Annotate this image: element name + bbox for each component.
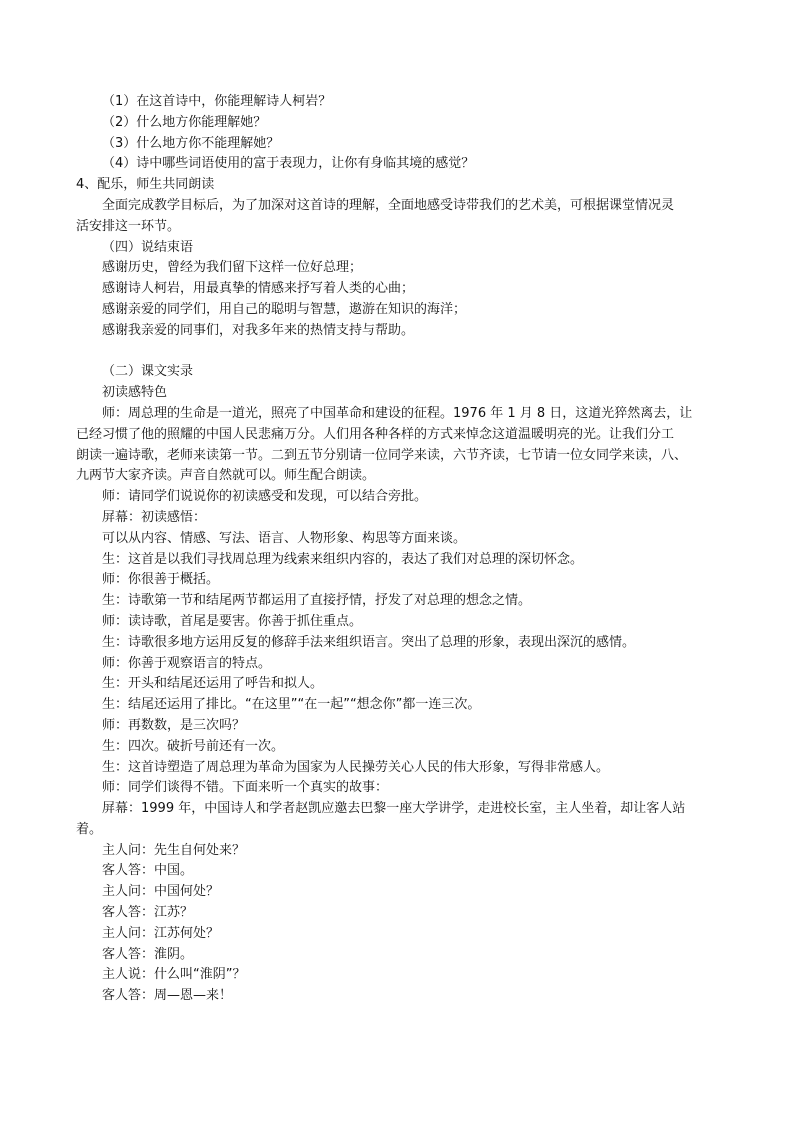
paragraph-line: 屏幕：1999 年，中国诗人和学者赵凯应邀去巴黎一座大学讲学，走进校长室，主人坐着，却让客人站 (102, 801, 686, 817)
dialogue-line: 生：这首是以我们寻找周总理为线索来组织内容的，表达了我们对总理的深切怀念。 (102, 551, 584, 567)
section-heading: （四）说结束语 (102, 239, 194, 255)
question-3: （3）什么地方你不能理解她？ (102, 135, 280, 151)
story-line: 客人答：淮阴。 (102, 946, 194, 962)
story-line: 主人问：先生自何处来？ (102, 842, 246, 858)
paragraph-line: 朗读一遍诗歌，老师来读第一节。二到五节分别请一位同学来读，六节齐读，七节请一位女同学来读，八、 (76, 447, 688, 463)
paragraph-line: 着。 (76, 821, 103, 837)
story-line: 主人问：江苏何处？ (102, 925, 220, 941)
dialogue-line: 生：诗歌第一节和结尾两节都运用了直接抒情，抒发了对总理的想念之情。 (102, 593, 532, 609)
closing-line: 感谢我亲爱的同事们，对我多年来的热情支持与帮助。 (102, 322, 415, 338)
dialogue-line: 师：你善于观察语言的特点。 (102, 655, 272, 671)
paragraph-line: 已经习惯了他的照耀的中国人民悲痛万分。人们用各种各样的方式来悼念这道温暖明亮的光。让我们分工 (76, 426, 675, 442)
dialogue-line: 屏幕：初读感悟： (102, 509, 207, 525)
closing-line: 感谢诗人柯岩，用最真挚的情感来抒写着人类的心曲； (102, 281, 415, 297)
dialogue-line: 可以从内容、情感、写法、语言、人物形象、构思等方面来谈。 (102, 530, 467, 546)
section-heading: （二）课文实录 (102, 364, 194, 380)
story-line: 客人答：中国。 (102, 863, 194, 879)
step-heading: 4、配乐，师生共同朗读 (76, 177, 215, 193)
dialogue-line: 生：开头和结尾还运用了呼告和拟人。 (102, 676, 324, 692)
closing-line: 感谢亲爱的同学们，用自己的聪明与智慧，遨游在知识的海洋； (102, 301, 467, 317)
dialogue-line: 师：再数数，是三次吗？ (102, 717, 246, 733)
dialogue-line: 师：你很善于概括。 (102, 572, 220, 588)
spacer (76, 342, 726, 363)
dialogue-line: 生：四次。破折号前还有一次。 (102, 738, 285, 754)
paragraph-line: 活安排这一环节。 (76, 218, 181, 234)
closing-line: 感谢历史，曾经为我们留下这样一位好总理； (102, 260, 363, 276)
dialogue-line: 师：同学们谈得不错。下面来听一个真实的故事： (102, 780, 389, 796)
paragraph-line: 九两节大家齐读。声音自然就可以。师生配合朗读。 (76, 468, 376, 484)
story-line: 客人答：江苏？ (102, 905, 194, 921)
story-line: 主人问：中国何处？ (102, 884, 220, 900)
dialogue-line: 师：请同学们说说你的初读感受和发现，可以结合旁批。 (102, 489, 428, 505)
subsection-heading: 初读感特色 (102, 385, 168, 401)
story-line: 客人答：周—恩—来！ (102, 988, 233, 1004)
question-4: （4）诗中哪些词语使用的富于表现力，让你有身临其境的感觉？ (102, 156, 475, 172)
dialogue-line: 生：这首诗塑造了周总理为革命为国家为人民操劳关心人民的伟大形象，写得非常感人。 (102, 759, 610, 775)
dialogue-line: 师：读诗歌，首尾是要害。你善于抓住重点。 (102, 613, 363, 629)
dialogue-line: 生：结尾还运用了排比。“在这里”“在一起”“想念你”都一连三次。 (102, 697, 481, 713)
paragraph-line: 全面完成教学目标后，为了加深对这首诗的理解，全面地感受诗带我们的艺术美，可根据课堂情况灵 (102, 197, 675, 213)
paragraph-line: 师：周总理的生命是一道光，照亮了中国革命和建设的征程。1976 年 1 月 8 日，这道光猝然离去，让 (102, 405, 693, 421)
story-line: 主人说：什么叫“淮阴”？ (102, 967, 246, 983)
question-1: （1）在这首诗中，你能理解诗人柯岩？ (102, 94, 332, 109)
document-page (76, 92, 726, 1007)
question-2: （2）什么地方你能理解她？ (102, 114, 267, 130)
dialogue-line: 生：诗歌很多地方运用反复的修辞手法来组织语言。突出了总理的形象，表现出深沉的感情。 (102, 634, 636, 650)
